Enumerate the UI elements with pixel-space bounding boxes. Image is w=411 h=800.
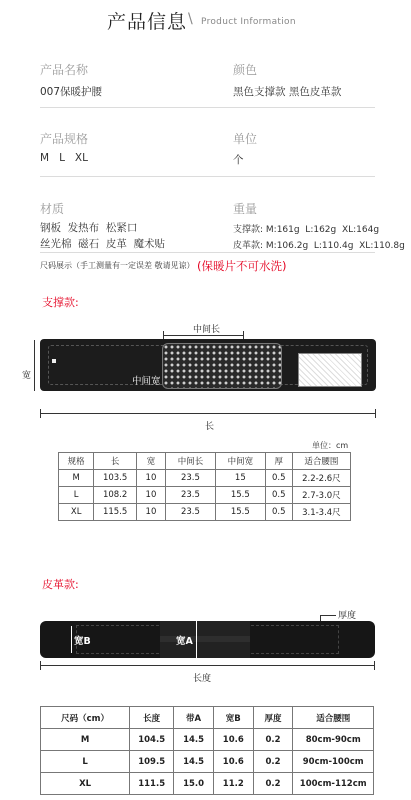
table-row [41, 773, 374, 795]
mid-length-tick [163, 331, 164, 339]
width-line [34, 340, 35, 391]
table-cell: 0.2 [253, 751, 293, 773]
table-header-cell: 中间长 [166, 453, 216, 470]
mid-length-label: 中间长 [193, 325, 221, 335]
table-cell: 0.2 [253, 773, 293, 795]
table-header-cell: 规格 [59, 453, 94, 470]
width-label: 宽 [22, 371, 32, 381]
table-cell: 23.5 [166, 487, 216, 504]
mid-width-label: 中间宽 [132, 376, 161, 387]
table-cell: 0.5 [265, 504, 292, 521]
table-header-cell: 长 [94, 453, 137, 470]
table-cell: 23.5 [166, 470, 216, 487]
table-cell: 23.5 [166, 504, 216, 521]
table-header-row [41, 707, 374, 729]
leather-belt-image [40, 621, 375, 658]
length-tick [374, 661, 375, 670]
spec-value: M L XL [40, 152, 88, 164]
table-cell: 15.5 [215, 487, 265, 504]
table-row [59, 470, 351, 487]
color-value: 黑色支撑款 黑色皮革款 [233, 86, 342, 98]
table-cell: 10 [136, 487, 165, 504]
table-header-cell: 尺码（cm） [41, 707, 130, 729]
table-cell: L [59, 487, 94, 504]
weight-line-2: 皮革款: M:106.2g L:110.4g XL:110.8g [233, 241, 405, 251]
leather-size-table [40, 706, 374, 795]
band-a-line [196, 621, 197, 658]
table-row [41, 729, 374, 751]
table-cell: 0.2 [253, 729, 293, 751]
length-tick [375, 409, 376, 418]
table-cell: 108.2 [94, 487, 137, 504]
table-cell: 10 [136, 470, 165, 487]
table-cell: 90cm-100cm [293, 751, 374, 773]
table-cell: XL [59, 504, 94, 521]
table-cell: L [41, 751, 130, 773]
leather-heading: 皮革款: [42, 578, 79, 591]
unit-label: 单位 [233, 132, 258, 146]
length-line [40, 665, 375, 666]
table-cell: 100cm-112cm [293, 773, 374, 795]
belt-clip [52, 359, 56, 363]
name-label: 产品名称 [40, 63, 89, 77]
page-subtitle: Product Information [201, 17, 296, 27]
band-a-label: 宽A [176, 636, 193, 647]
table-cell: 11.2 [213, 773, 253, 795]
width-b-label: 宽B [74, 636, 91, 647]
table-header-cell: 带A [174, 707, 214, 729]
table-cell: 14.5 [174, 729, 214, 751]
thickness-label: 厚度 [338, 611, 357, 621]
spec-label: 产品规格 [40, 132, 89, 146]
table-header-cell: 宽 [136, 453, 165, 470]
table-cell: 103.5 [94, 470, 137, 487]
weight-line-1: 支撑款: M:161g L:162g XL:164g [233, 225, 380, 235]
length-tick [40, 661, 41, 670]
table-cell: 80cm-90cm [293, 729, 374, 751]
length-line [40, 413, 376, 414]
mid-length-tick [243, 331, 244, 339]
support-heading: 支撑款: [42, 296, 79, 309]
table-cell: 15 [215, 470, 265, 487]
table-header-cell: 长度 [130, 707, 174, 729]
divider [40, 107, 375, 108]
size-note: 尺码展示（手工测量有一定误差 敬请见谅） [40, 261, 195, 270]
divider [40, 176, 375, 177]
table-header-row [59, 453, 351, 470]
table-cell: 109.5 [130, 751, 174, 773]
page-title: 产品信息 [107, 11, 188, 33]
table-header-cell: 宽B [213, 707, 253, 729]
belt-mesh-panel [298, 353, 362, 387]
color-label: 颜色 [233, 63, 258, 77]
support-belt-image [40, 339, 376, 391]
name-value: 007保暖护腰 [40, 86, 103, 98]
material-line-2: 丝光棉 磁石 皮革 魔术贴 [40, 238, 166, 250]
belt-middle-panel [162, 343, 282, 389]
table-cell: 15.5 [215, 504, 265, 521]
table-header-cell: 适合腰围 [292, 453, 350, 470]
unit-value: 个 [233, 154, 244, 166]
material-line-1: 钢板 发热布 松紧口 [40, 222, 138, 234]
table-header-cell: 中间宽 [215, 453, 265, 470]
table-header-cell: 厚 [265, 453, 292, 470]
table-cell: M [59, 470, 94, 487]
table-cell: 10.6 [213, 751, 253, 773]
table-cell: 111.5 [130, 773, 174, 795]
width-b-line [71, 626, 72, 653]
table-cell: 2.2-2.6尺 [292, 470, 350, 487]
table-row [41, 751, 374, 773]
weight-label: 重量 [233, 202, 258, 216]
table-cell: 15.0 [174, 773, 214, 795]
table-row [59, 487, 351, 504]
table-cell: 10 [136, 504, 165, 521]
unit-note: 单位：cm [312, 441, 349, 450]
length-label: 长度 [193, 674, 212, 684]
table-cell: 115.5 [94, 504, 137, 521]
length-tick [40, 409, 41, 418]
length-label: 长 [205, 422, 215, 432]
table-cell: 0.5 [265, 470, 292, 487]
table-cell: 3.1-3.4尺 [292, 504, 350, 521]
thickness-pointer [320, 615, 336, 616]
table-cell: 104.5 [130, 729, 174, 751]
belt-band-a [160, 621, 250, 658]
table-cell: XL [41, 773, 130, 795]
material-label: 材质 [40, 202, 65, 216]
table-row [59, 504, 351, 521]
table-cell: 2.7-3.0尺 [292, 487, 350, 504]
mid-length-line [163, 335, 243, 336]
table-cell: 14.5 [174, 751, 214, 773]
table-header-cell: 适合腰围 [293, 707, 374, 729]
table-cell: 10.6 [213, 729, 253, 751]
support-size-table [58, 452, 351, 521]
divider [40, 252, 375, 253]
wash-warning: (保暖片不可水洗) [197, 259, 287, 273]
table-cell: M [41, 729, 130, 751]
table-cell: 0.5 [265, 487, 292, 504]
title-separator: \ [188, 11, 193, 27]
belt-stripe [160, 636, 250, 642]
table-header-cell: 厚度 [253, 707, 293, 729]
